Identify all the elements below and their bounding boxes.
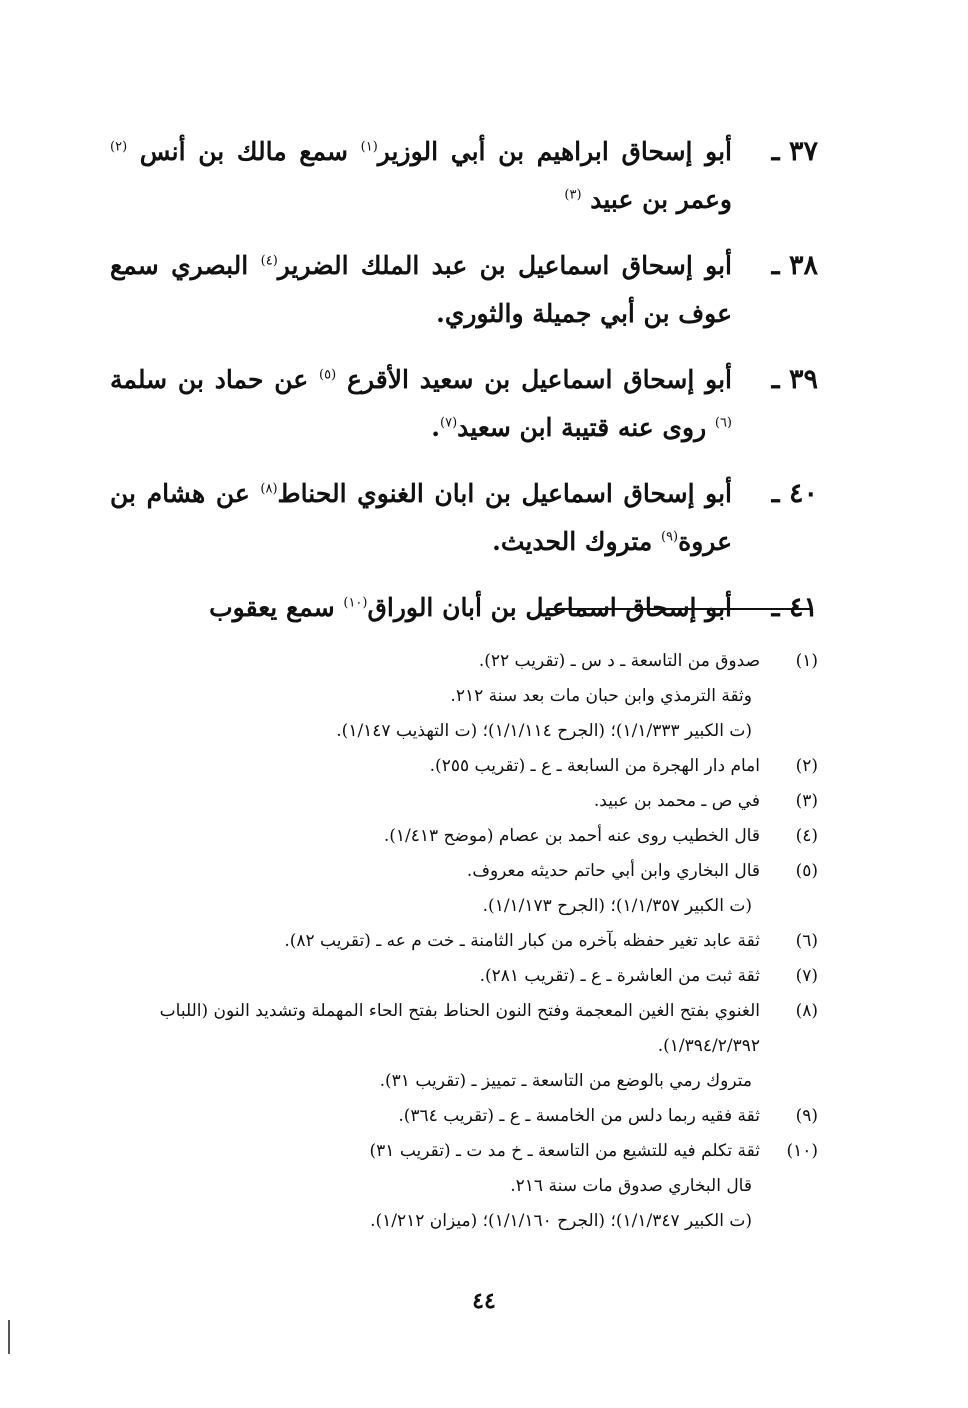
footnote-marker: (٩)	[660, 529, 679, 545]
footnote-body	[100, 959, 760, 994]
entry-text-segment: أبو إسحاق ابراهيم بن أبي الوزير	[377, 137, 732, 166]
footnote-marker: (١٠)	[343, 595, 368, 611]
footnote-number: (٧)	[795, 966, 818, 986]
footnote-marker: (٨)	[260, 481, 278, 497]
footnote-body	[100, 994, 760, 1099]
footnote-separator	[548, 608, 810, 610]
footnote-line: ثقة ثبت من العاشرة ـ ع ـ (تقريب ٢٨١).	[479, 966, 760, 986]
footnote	[100, 644, 818, 749]
entry-text	[110, 242, 732, 338]
footnote-line: وثقة الترمذي وابن حبان مات بعد سنة ٢١٢.	[450, 686, 752, 706]
footnote-marker: (٣)	[564, 187, 582, 203]
footnote-marker: (٧)	[440, 415, 458, 431]
footnote-number: (٩)	[795, 1106, 818, 1126]
footnote-body	[100, 854, 760, 924]
entry-text-segment: وعمر بن عبيد	[581, 185, 732, 214]
footnotes	[100, 644, 818, 1239]
footnote-line: متروك رمي بالوضع من التاسعة ـ تمييز ـ (تقريب ٣١).	[379, 1071, 752, 1091]
entry-text-segment: عن هشام بن عروة	[110, 479, 732, 556]
footnote-number: (١٠)	[786, 1141, 818, 1161]
entry-text	[110, 356, 732, 452]
footnote	[100, 1099, 818, 1134]
footnote-marker: (١)	[360, 139, 378, 155]
entry-number: ٤٠ ـ	[771, 478, 818, 509]
entry-number: ٣٨ ـ	[771, 250, 818, 281]
entry-text-segment: أبو إسحاق اسماعيل بن عبد الملك الضرير	[277, 251, 732, 280]
footnote-line: قال البخاري وابن أبي حاتم حديثه معروف.	[466, 861, 760, 881]
entry	[110, 128, 818, 224]
entry-text-segment: أبو إسحاق اسماعيل بن سعيد الأقرع	[336, 365, 732, 394]
footnote-line: امام دار الهجرة من السابعة ـ ع ـ (تقريب ٢٥٥).	[429, 756, 760, 776]
entry-number: ٣٧ ـ	[771, 136, 818, 167]
footnote	[100, 749, 818, 784]
entry-text-segment: أبو إسحاق اسماعيل بن ابان الغنوي الحناط	[277, 479, 732, 508]
footnote	[100, 924, 818, 959]
footnote-body	[100, 924, 760, 959]
entry-text-segment: أبو إسحاق اسماعيل بن أبان الوراق	[367, 593, 732, 622]
footnote-line: (ت الكبير ١/١/٣٤٧)؛ (الجرح ١/١/١٦٠)؛ (ميزان ١/٢١٢).	[370, 1211, 752, 1231]
footnote-line: (ت الكبير ١/١/٣٣٣)؛ (الجرح ١/١/١١٤)؛ (ت التهذيب ١/١٤٧).	[336, 721, 752, 741]
entry-text-segment: متروك الحديث.	[492, 527, 661, 556]
footnote-body	[100, 819, 760, 854]
entry-text-segment: .	[431, 413, 441, 442]
footnote-line: في ص ـ محمد بن عبيد.	[593, 791, 760, 811]
footnote-number: (٣)	[795, 791, 818, 811]
entry	[110, 356, 818, 452]
footnote	[100, 1134, 818, 1239]
footnote-number: (٦)	[795, 931, 818, 951]
footnote-number: (٢)	[795, 756, 818, 776]
footnote-number: (٨)	[795, 1001, 818, 1021]
entry-text-segment: روى عنه قتيبة ابن سعيد	[457, 413, 715, 442]
entry-number: ٤١ ـ	[771, 592, 818, 623]
footnote-line: الغنوي بفتح الغين المعجمة وفتح النون الحناط بفتح الحاء المهملة وتشديد النون (اللباب ١/٣٩٤/٢/٣٩٢).	[159, 1001, 760, 1056]
entry	[110, 470, 818, 566]
footnote-body	[100, 749, 760, 784]
footnote-number: (٤)	[795, 826, 818, 846]
page-number: ٤٤	[472, 1288, 496, 1314]
footnote-marker: (٤)	[260, 253, 278, 269]
entry-text	[110, 128, 732, 224]
footnote	[100, 959, 818, 994]
footnote-marker: (٥)	[319, 367, 337, 383]
footnote-line: صدوق من التاسعة ـ د س ـ (تقريب ٢٢).	[478, 651, 760, 671]
entry-text-segment: سمع مالك بن أنس	[127, 137, 361, 166]
entry-text-segment: عن حماد بن سلمة	[110, 365, 320, 394]
footnote	[100, 854, 818, 924]
entry-number: ٣٩ ـ	[771, 364, 818, 395]
footnote-number: (٥)	[795, 861, 818, 881]
footnote-body	[100, 644, 760, 749]
footnote	[100, 784, 818, 819]
footnote-line: قال الخطيب روى عنه أحمد بن عصام (موضح ١/٤١٣).	[383, 826, 760, 846]
footnote-body	[100, 1099, 760, 1134]
footnote-body	[100, 784, 760, 819]
entry-text-segment: البصري سمع عوف بن أبي جميلة والثوري.	[110, 251, 732, 328]
entry	[110, 242, 818, 338]
entry-text-segment: سمع يعقوب	[209, 593, 344, 622]
footnote-line: (ت الكبير ١/١/٣٥٧)؛ (الجرح ١/١/١٧٣).	[482, 896, 752, 916]
footnote-marker: (٦)	[714, 415, 732, 431]
footnote-body	[100, 1134, 760, 1239]
footnote-line: ثقة تكلم فيه للتشيع من التاسعة ـ خ مد ت ـ (تقريب ٣١)	[369, 1141, 760, 1161]
scan-margin-mark	[8, 1320, 10, 1354]
footnote-number: (١)	[795, 651, 818, 671]
footnote-line: قال البخاري صدوق مات سنة ٢١٦.	[510, 1176, 752, 1196]
footnote	[100, 994, 818, 1099]
footnote-line: ثقة فقيه ربما دلس من الخامسة ـ ع ـ (تقريب ٣٦٤).	[398, 1106, 760, 1126]
footnote-line: ثقة عابد تغير حفظه بآخره من كبار الثامنة ـ خت م عه ـ (تقريب ٨٢).	[284, 931, 760, 951]
narrator-entries	[110, 128, 818, 650]
entry-text	[110, 470, 732, 566]
footnote	[100, 819, 818, 854]
footnote-marker: (٢)	[110, 139, 128, 155]
